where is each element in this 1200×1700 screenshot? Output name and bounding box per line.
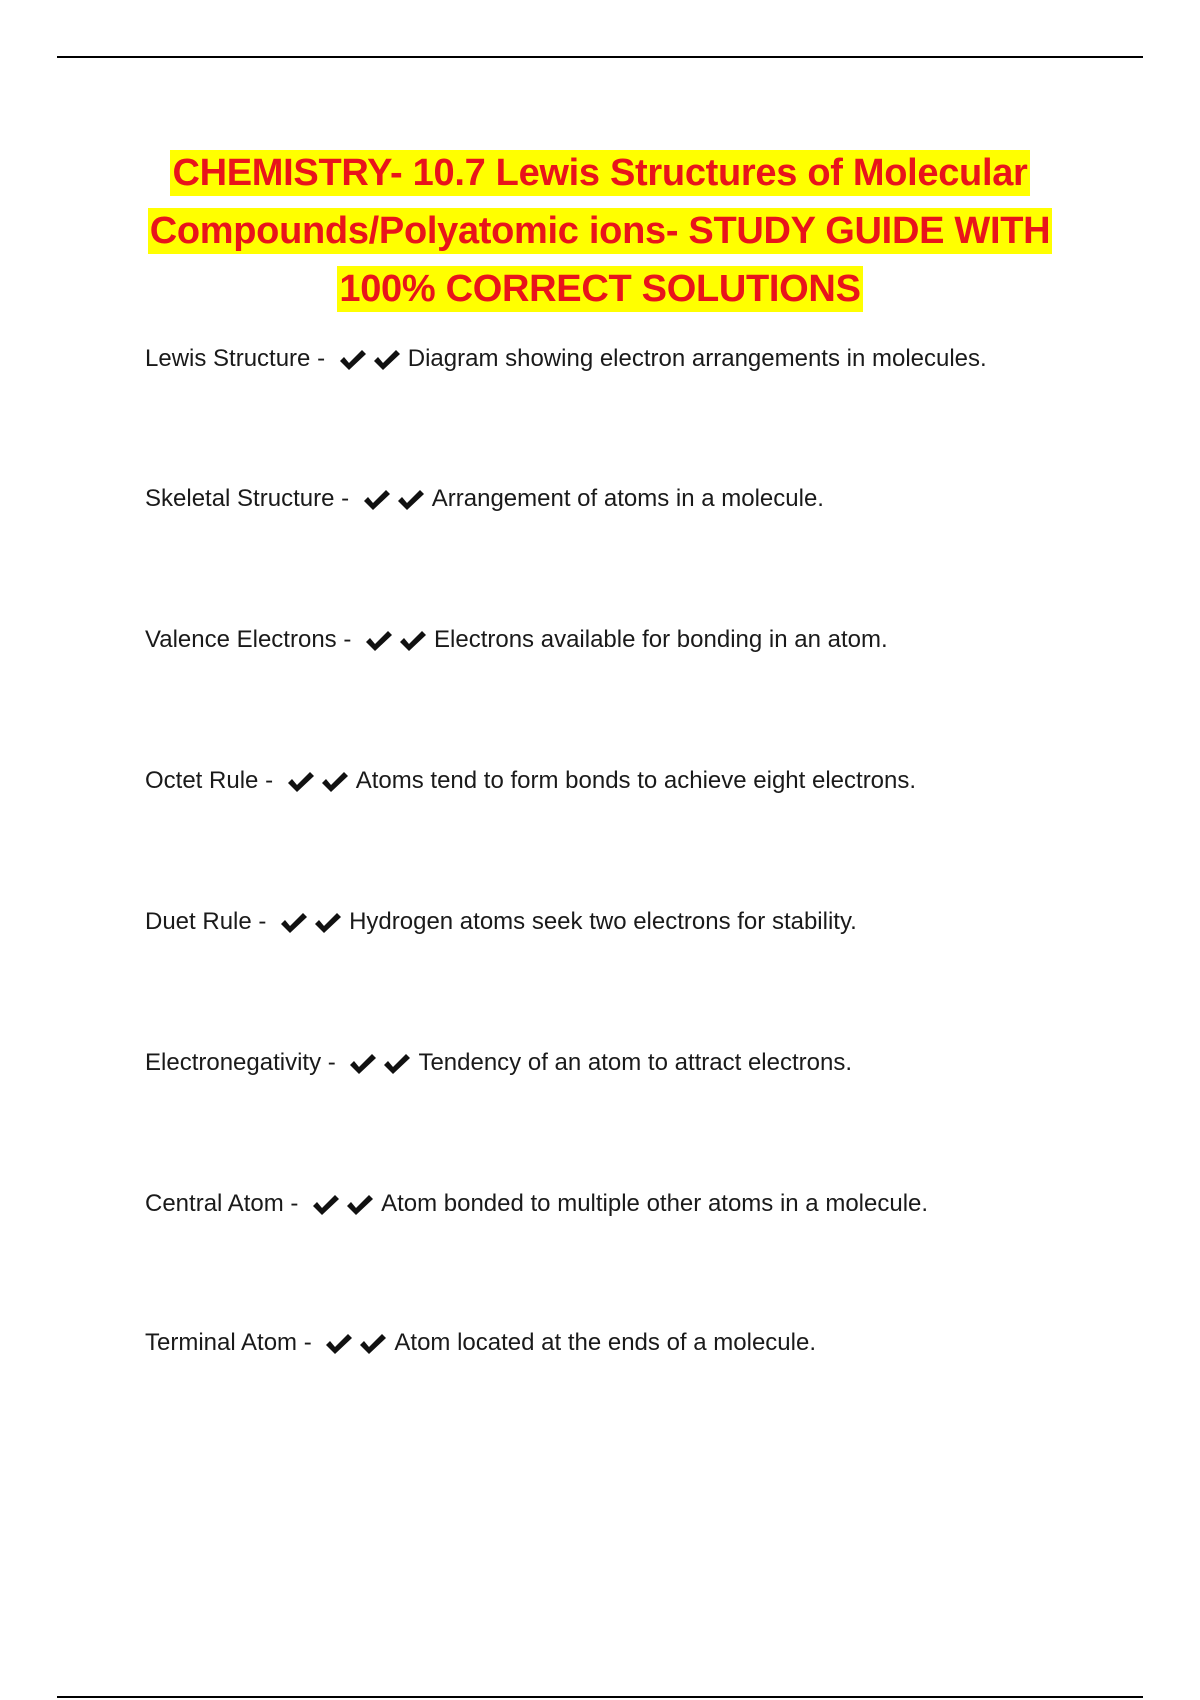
entry-term: Central Atom — [145, 1190, 284, 1217]
title-line-3: 100% CORRECT SOLUTIONS — [339, 268, 861, 310]
entry-term: Electronegativity — [145, 1049, 322, 1076]
glossary-entry — [145, 1328, 816, 1361]
glossary-entry — [145, 1048, 852, 1081]
entry-separator: - — [258, 908, 267, 935]
double-check-icon — [286, 769, 354, 799]
entry-term: Skeletal Structure — [145, 485, 335, 512]
entry-separator: - — [317, 345, 326, 372]
check-icon — [396, 487, 430, 513]
entry-separator: - — [341, 485, 350, 512]
glossary-entry — [145, 344, 987, 377]
header-divider — [57, 56, 1143, 58]
entry-separator: - — [265, 767, 274, 794]
check-icon — [338, 347, 372, 373]
double-check-icon — [311, 1192, 379, 1222]
glossary-entry — [145, 766, 916, 799]
entry-term: Duet Rule — [145, 908, 252, 935]
title-line-2: Compounds/Polyatomic ions- STUDY GUIDE WITH — [149, 210, 1051, 252]
check-icon — [324, 1331, 358, 1357]
double-check-icon — [348, 1051, 416, 1081]
check-icon — [320, 769, 354, 795]
glossary-entry — [145, 625, 888, 658]
entry-definition: Tendency of an atom to attract electrons. — [418, 1049, 853, 1076]
entry-separator: - — [343, 626, 352, 653]
entry-separator: - — [303, 1329, 312, 1356]
check-icon — [382, 1051, 416, 1077]
check-icon — [358, 1331, 392, 1357]
footer-divider — [57, 1696, 1143, 1698]
double-check-icon — [362, 487, 430, 517]
entry-definition: Hydrogen atoms seek two electrons for stability. — [349, 908, 857, 935]
entry-term: Octet Rule — [145, 767, 259, 794]
entry-definition: Electrons available for bonding in an atom. — [434, 626, 888, 653]
check-icon — [279, 910, 313, 936]
glossary-entry — [145, 484, 824, 517]
entry-separator: - — [327, 1049, 336, 1076]
check-icon — [348, 1051, 382, 1077]
check-icon — [313, 910, 347, 936]
double-check-icon — [364, 628, 432, 658]
title-line-1: CHEMISTRY- 10.7 Lewis Structures of Molecular — [172, 152, 1028, 194]
entry-term: Lewis Structure — [145, 345, 311, 372]
check-icon — [398, 628, 432, 654]
check-icon — [345, 1192, 379, 1218]
check-icon — [364, 628, 398, 654]
check-icon — [372, 347, 406, 373]
check-icon — [311, 1192, 345, 1218]
entry-separator: - — [290, 1190, 299, 1217]
double-check-icon — [279, 910, 347, 940]
double-check-icon — [338, 347, 406, 377]
glossary-entry — [145, 907, 857, 940]
glossary-entry — [145, 1189, 928, 1222]
entry-term: Terminal Atom — [145, 1329, 298, 1356]
entry-definition: Atom located at the ends of a molecule. — [394, 1329, 816, 1356]
entry-definition: Atom bonded to multiple other atoms in a molecule. — [381, 1190, 929, 1217]
check-icon — [286, 769, 320, 795]
entry-term: Valence Electrons — [145, 626, 337, 653]
entry-definition: Atoms tend to form bonds to achieve eight electrons. — [355, 767, 917, 794]
double-check-icon — [324, 1331, 392, 1361]
check-icon — [362, 487, 396, 513]
entry-definition: Diagram showing electron arrangements in molecules. — [407, 345, 987, 372]
entry-definition: Arrangement of atoms in a molecule. — [431, 485, 824, 512]
document-title — [100, 144, 1100, 318]
